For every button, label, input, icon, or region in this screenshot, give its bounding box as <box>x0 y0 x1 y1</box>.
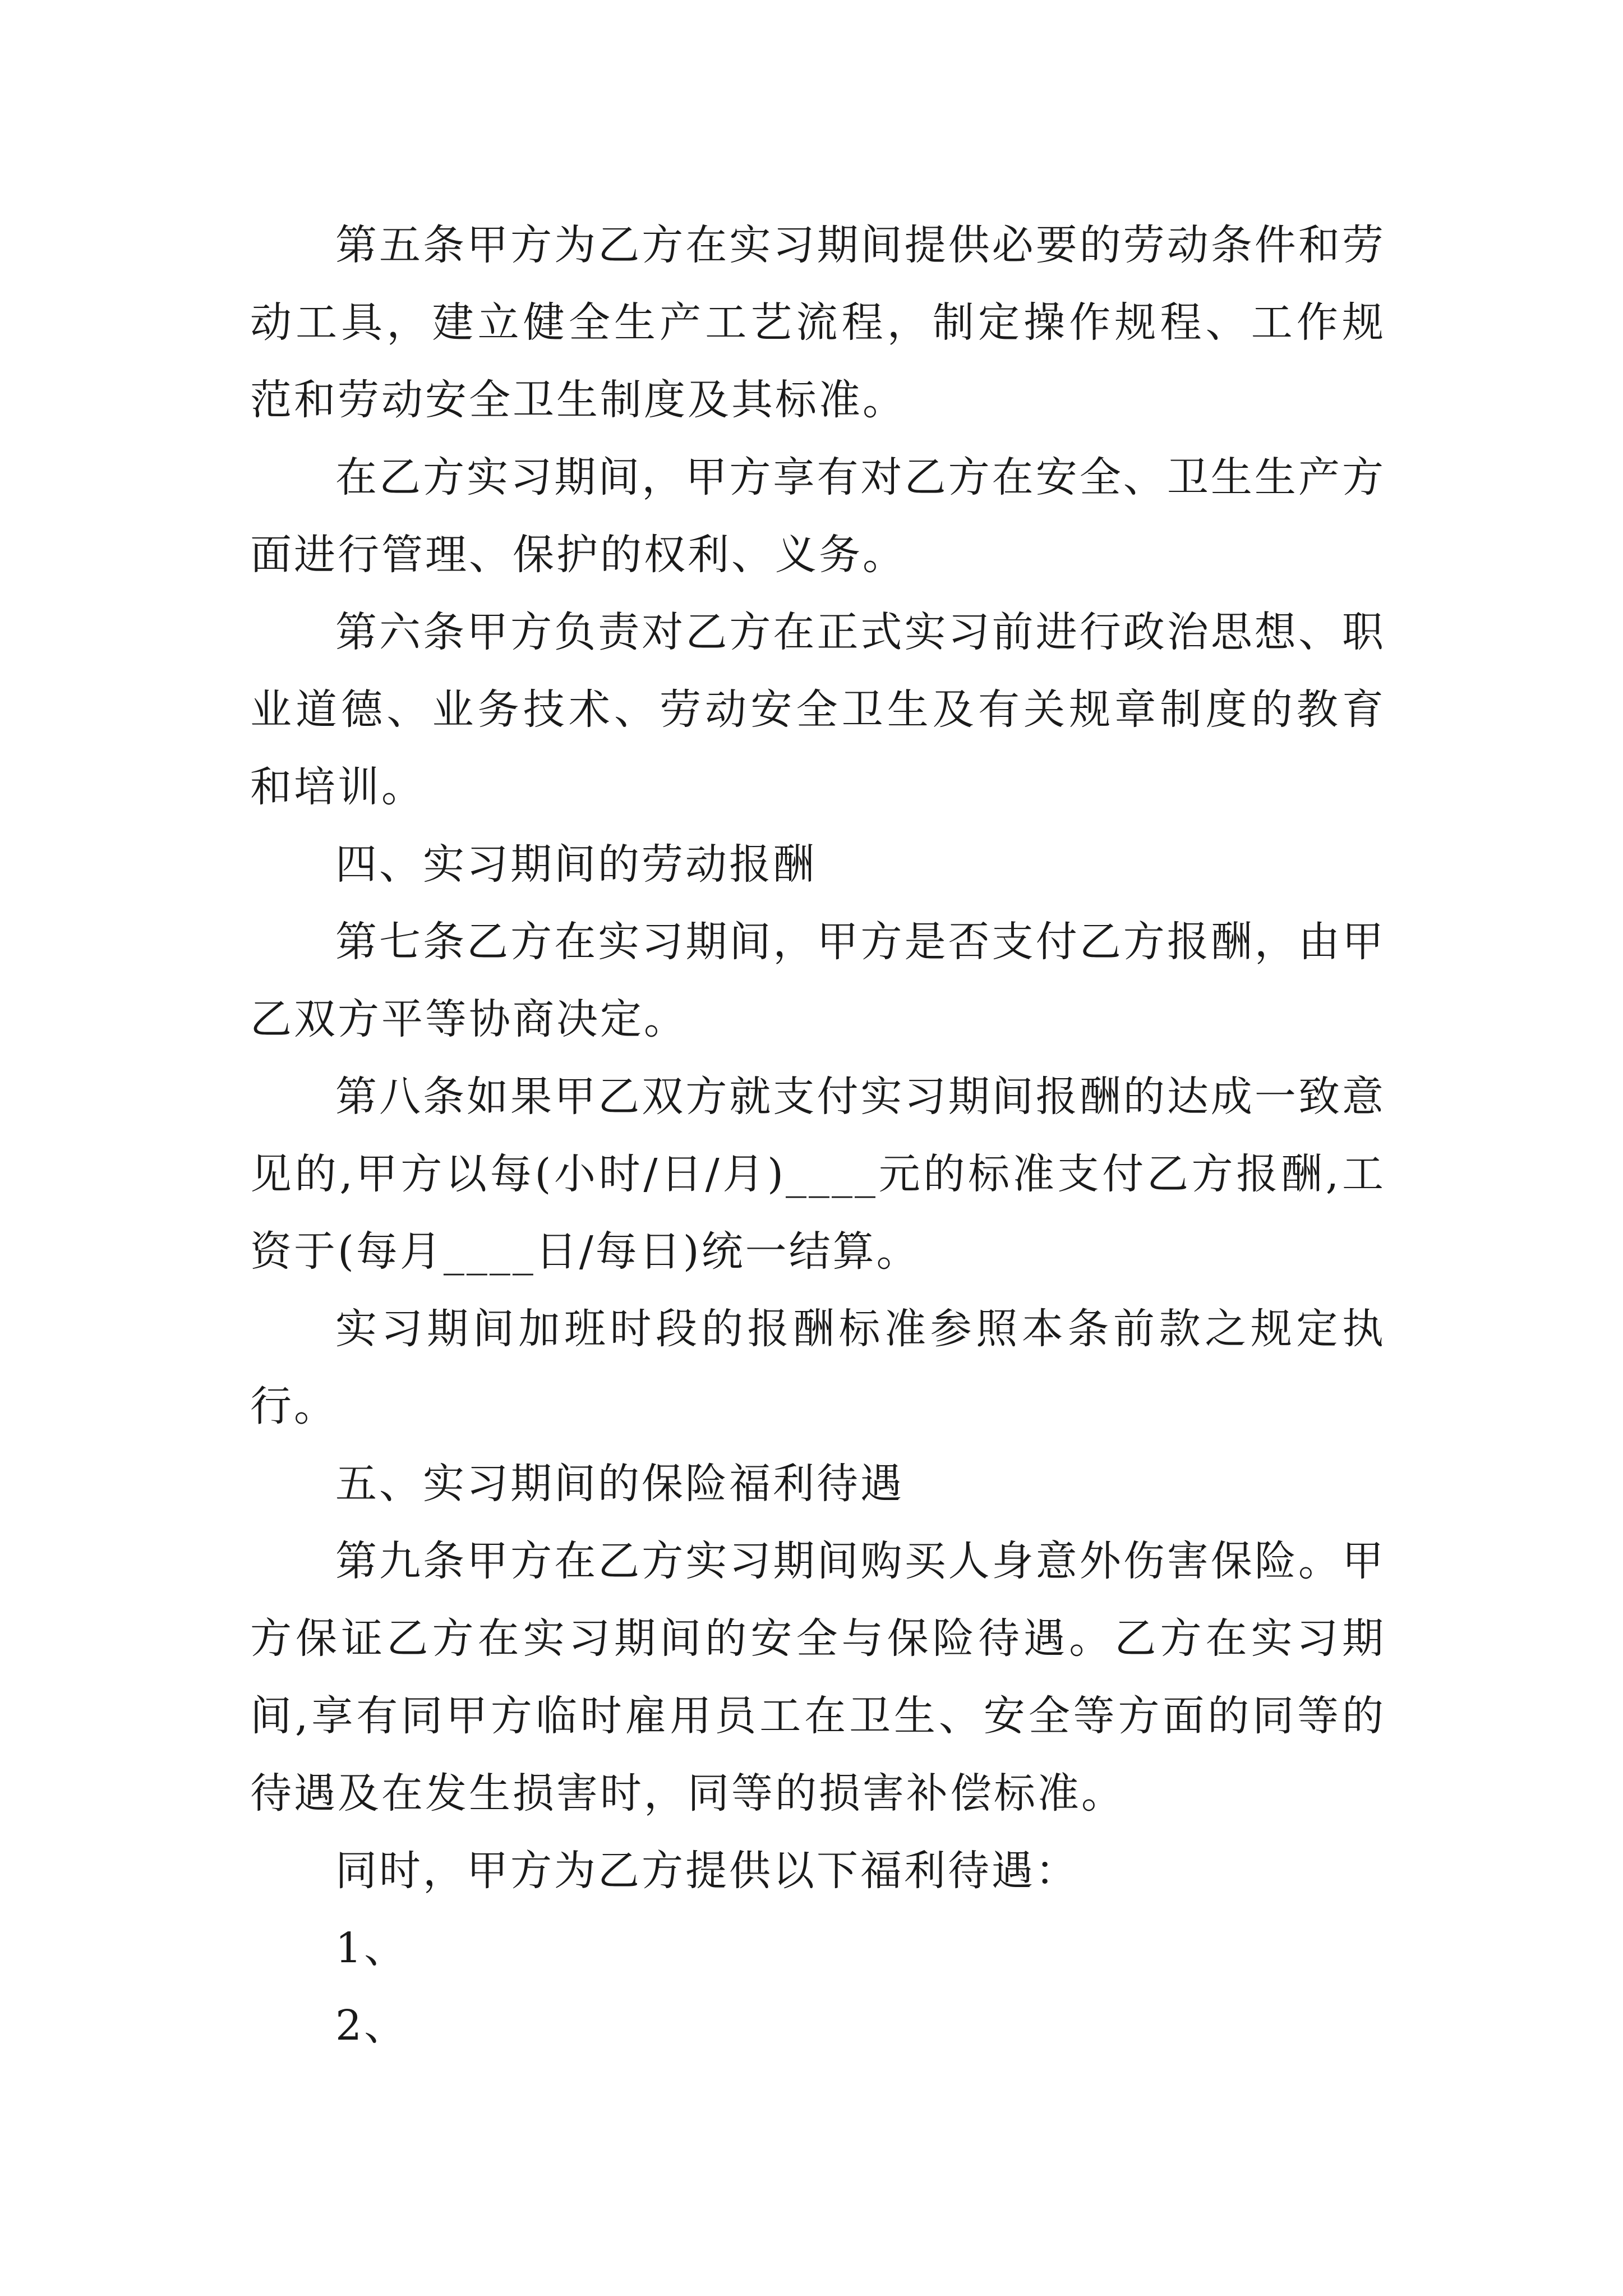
clause-9-paragraph: 第九条甲方在乙方实习期间购买人身意外伤害保险。甲方保证乙方在实习期间的安全与保险待遇。乙方在实习期间,享有同甲方临时雇用员工在卫生、安全等方面的同等的待遇及在发生损害时，同等的损害补偿标准。 <box>250 1537 1386 1818</box>
section-4-heading: 四、实习期间的劳动报酬 <box>335 840 817 889</box>
benefits-intro-paragraph: 同时，甲方为乙方提供以下福利待遇： <box>335 1847 1079 1895</box>
clause-6-paragraph: 第六条甲方负责对乙方在正式实习前进行政治思想、职业道德、业务技术、劳动安全卫生及有关规章制度的教育和培训。 <box>250 608 1386 811</box>
clause-7-paragraph: 第七条乙方在实习期间，甲方是否支付乙方报酬，由甲乙双方平等协商决定。 <box>250 918 1386 1043</box>
clause-8-paragraph: 第八条如果甲乙双方就支付实习期间报酬的达成一致意见的,甲方以每(小时/日/月)____元的标准支付乙方报酬,工资于(每月____日/每日)统一结算。 <box>250 1073 1386 1276</box>
document-body <box>250 206 1386 2064</box>
benefit-item-2: 2、 <box>335 2001 408 2050</box>
clause-5-paragraph: 第五条甲方为乙方在实习期间提供必要的劳动条件和劳动工具，建立健全生产工艺流程，制定操作规程、工作规范和劳动安全卫生制度及其标准。 <box>250 221 1386 424</box>
benefit-item-1: 1、 <box>335 1924 408 1972</box>
section-5-heading: 五、实习期间的保险福利待遇 <box>335 1460 904 1508</box>
overtime-paragraph: 实习期间加班时段的报酬标准参照本条前款之规定执行。 <box>250 1305 1386 1430</box>
safety-rights-paragraph: 在乙方实习期间，甲方享有对乙方在安全、卫生生产方面进行管理、保护的权利、义务。 <box>250 453 1386 579</box>
